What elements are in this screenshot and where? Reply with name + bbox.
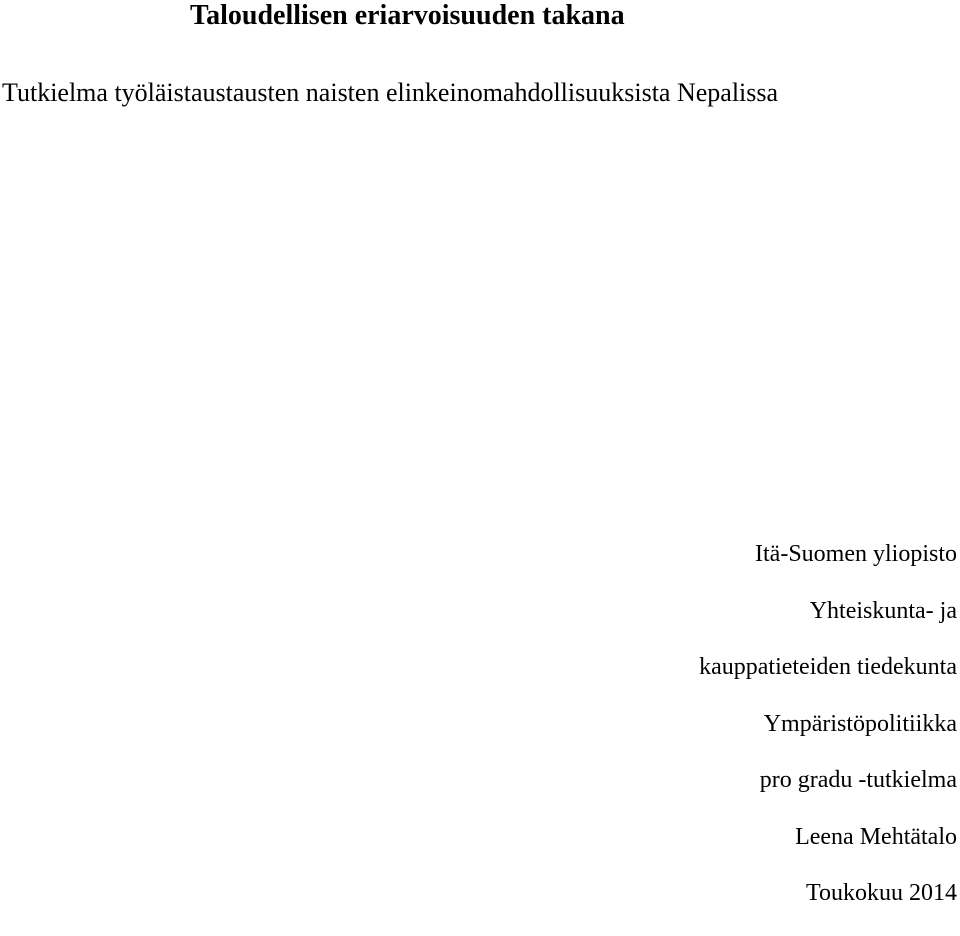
document-title: Taloudellisen eriarvoisuuden takana (190, 0, 625, 31)
faculty-line-1: Yhteiskunta- ja (809, 597, 957, 624)
document-subtitle: Tutkielma työläistaustausten naisten elinkeinomahdollisuuksista Nepalissa (2, 78, 779, 107)
department-line: Ympäristöpolitiikka (763, 710, 957, 737)
author-line: Leena Mehtätalo (795, 823, 957, 850)
title-page-info (699, 540, 957, 936)
thesis-type-line: pro gradu -tutkielma (759, 767, 957, 793)
university-line: Itä-Suomen yliopisto (755, 541, 957, 567)
faculty-line-2: kauppatieteiden tiedekunta (699, 654, 957, 680)
date-line: Toukokuu 2014 (806, 880, 957, 906)
